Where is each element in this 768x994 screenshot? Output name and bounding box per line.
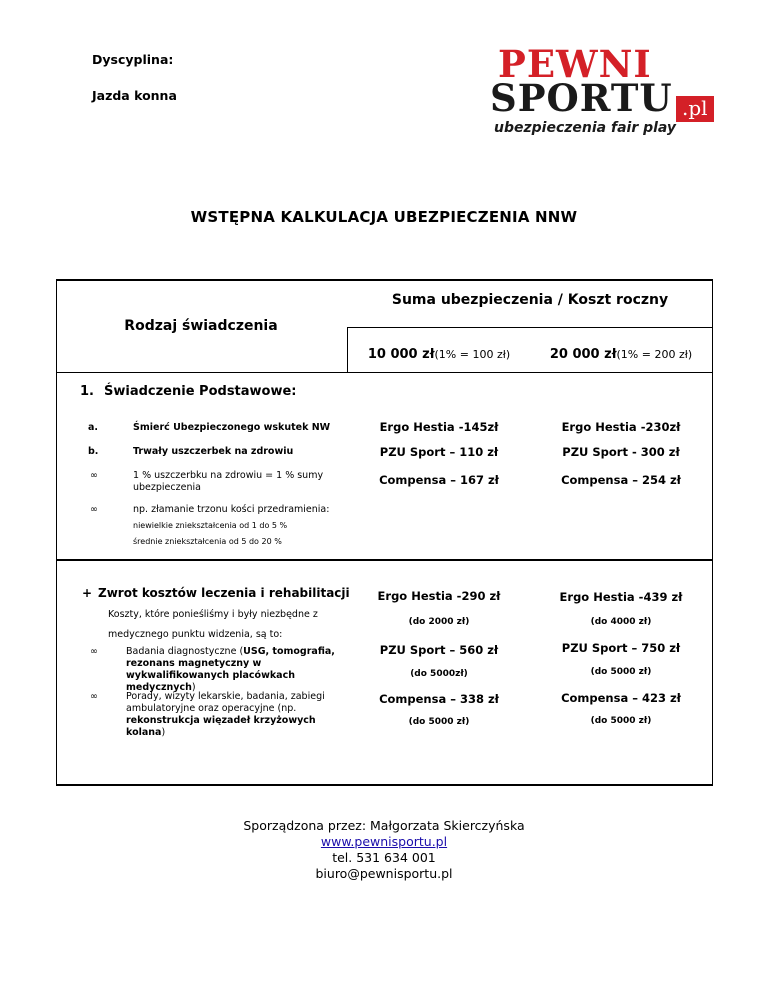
table-border-right <box>712 279 713 786</box>
section2-title: Zwrot kosztów leczenia i rehabilitacji <box>98 586 350 600</box>
logo <box>490 42 730 146</box>
b1-pre: Badania diagnostyczne ( <box>126 646 244 657</box>
item-a-col2: Ergo Hestia -230zł <box>561 420 681 434</box>
infinity-bullet-icon: ∞ <box>90 691 98 702</box>
item-b-col2: PZU Sport - 300 zł <box>562 445 680 459</box>
discipline-value: Jazda konna <box>92 88 177 103</box>
item-a-col1: Ergo Hestia -145zł <box>379 420 499 434</box>
section2-desc1: Koszty, które ponieśliśmy i były niezbędne z <box>108 609 318 620</box>
section2-bullet2 <box>126 691 336 739</box>
infinity-bullet-icon: ∞ <box>90 504 98 515</box>
item-b-col1: PZU Sport – 110 zł <box>379 445 499 459</box>
section2-marker: + <box>82 586 93 600</box>
table-border-left <box>56 279 57 786</box>
col1-amount: 10 000 zł <box>367 347 435 362</box>
col2-note: (1% = 200 zł) <box>616 348 693 361</box>
footer-website-link[interactable]: www.pewnisportu.pl <box>320 834 448 849</box>
col2-header <box>530 343 712 362</box>
b2-post: ) <box>161 727 166 738</box>
note2-text: średnie zniekształcenia od 5 do 20 % <box>133 537 282 546</box>
b1-post: ) <box>191 682 196 693</box>
footer <box>0 818 768 882</box>
item-b-label: Trwały uszczerbek na zdrowiu <box>133 446 294 457</box>
col1-header <box>348 343 530 362</box>
footer-phone: tel. 531 634 001 <box>332 850 436 865</box>
logo-domain: .pl <box>676 96 714 122</box>
s2-col2-pzu: PZU Sport – 750 zł <box>561 641 681 655</box>
s2-col1-compensa-limit: (do 5000 zł) <box>408 717 470 727</box>
page-title: WSTĘPNA KALKULACJA UBEZPIECZENIA NNW <box>190 208 578 226</box>
section2-bullet1 <box>126 646 336 694</box>
b2-bold: rekonstrukcja więzadeł krzyżowych kolana <box>126 715 316 738</box>
s2-col1-ergo: Ergo Hestia -290 zł <box>377 589 501 603</box>
s2-col2-ergo: Ergo Hestia -439 zł <box>559 590 683 604</box>
bullet1-col2: Compensa – 254 zł <box>561 473 681 487</box>
s2-col2-pzu-limit: (do 5000 zł) <box>590 667 652 677</box>
infinity-bullet-icon: ∞ <box>90 646 98 657</box>
s2-col1-pzu: PZU Sport – 560 zł <box>379 643 499 657</box>
footer-prepared-by: Sporządzona przez: Małgorzata Skierczyńska <box>243 818 525 833</box>
discipline-label: Dyscyplina: <box>92 52 174 67</box>
section2-desc2: medycznego punktu widzenia, są to: <box>108 629 283 640</box>
s2-col1-compensa: Compensa – 338 zł <box>379 692 499 706</box>
table-border-top <box>56 279 713 281</box>
col2-amount: 20 000 zł <box>549 347 617 362</box>
section1-title: Świadczenie Podstawowe: <box>104 384 297 399</box>
rodzaj-header: Rodzaj świadczenia <box>124 318 278 334</box>
footer-email: biuro@pewnisportu.pl <box>315 866 453 881</box>
s2-col1-ergo-limit: (do 2000 zł) <box>408 617 470 627</box>
s2-col2-compensa: Compensa – 423 zł <box>561 691 681 705</box>
bullet2-text: np. złamanie trzonu kości przedramienia: <box>133 504 330 515</box>
item-a-marker: a. <box>88 422 99 433</box>
s2-col2-compensa-limit: (do 5000 zł) <box>590 716 652 726</box>
s2-col2-ergo-limit: (do 4000 zł) <box>590 617 652 627</box>
s2-col1-pzu-limit: (do 5000zł) <box>410 669 468 679</box>
infinity-bullet-icon: ∞ <box>90 470 98 481</box>
section1-number: 1. <box>80 384 94 399</box>
b1-bold: USG, tomografia, rezonans magnetyczny w wykwalifikowanych placówkach medycznych <box>126 646 335 693</box>
b2-pre: Porady, wizyty lekarskie, badania, zabiegi ambulatoryjne oraz operacyjne (np. <box>126 691 325 714</box>
logo-line2: SPORTU <box>490 76 673 120</box>
table-divider-subheader <box>347 327 712 328</box>
item-b-marker: b. <box>88 446 99 457</box>
bullet1-col1: Compensa – 167 zł <box>379 473 499 487</box>
table-divider-section <box>56 559 712 561</box>
logo-tagline: ubezpieczenia fair play <box>494 120 677 136</box>
table-border-bottom <box>56 784 713 786</box>
note1-text: niewielkie zniekształcenia od 1 do 5 % <box>133 521 288 530</box>
logo-line1: PEWNI <box>498 42 652 86</box>
bullet1-text: 1 % uszczerbku na zdrowiu = 1 % sumy ubezpieczenia <box>133 470 324 493</box>
table-divider-header <box>56 372 712 373</box>
suma-header: Suma ubezpieczenia / Koszt roczny <box>391 292 669 308</box>
item-a-label: Śmierć Ubezpieczonego wskutek NW <box>133 422 331 433</box>
col1-note: (1% = 100 zł) <box>434 348 511 361</box>
